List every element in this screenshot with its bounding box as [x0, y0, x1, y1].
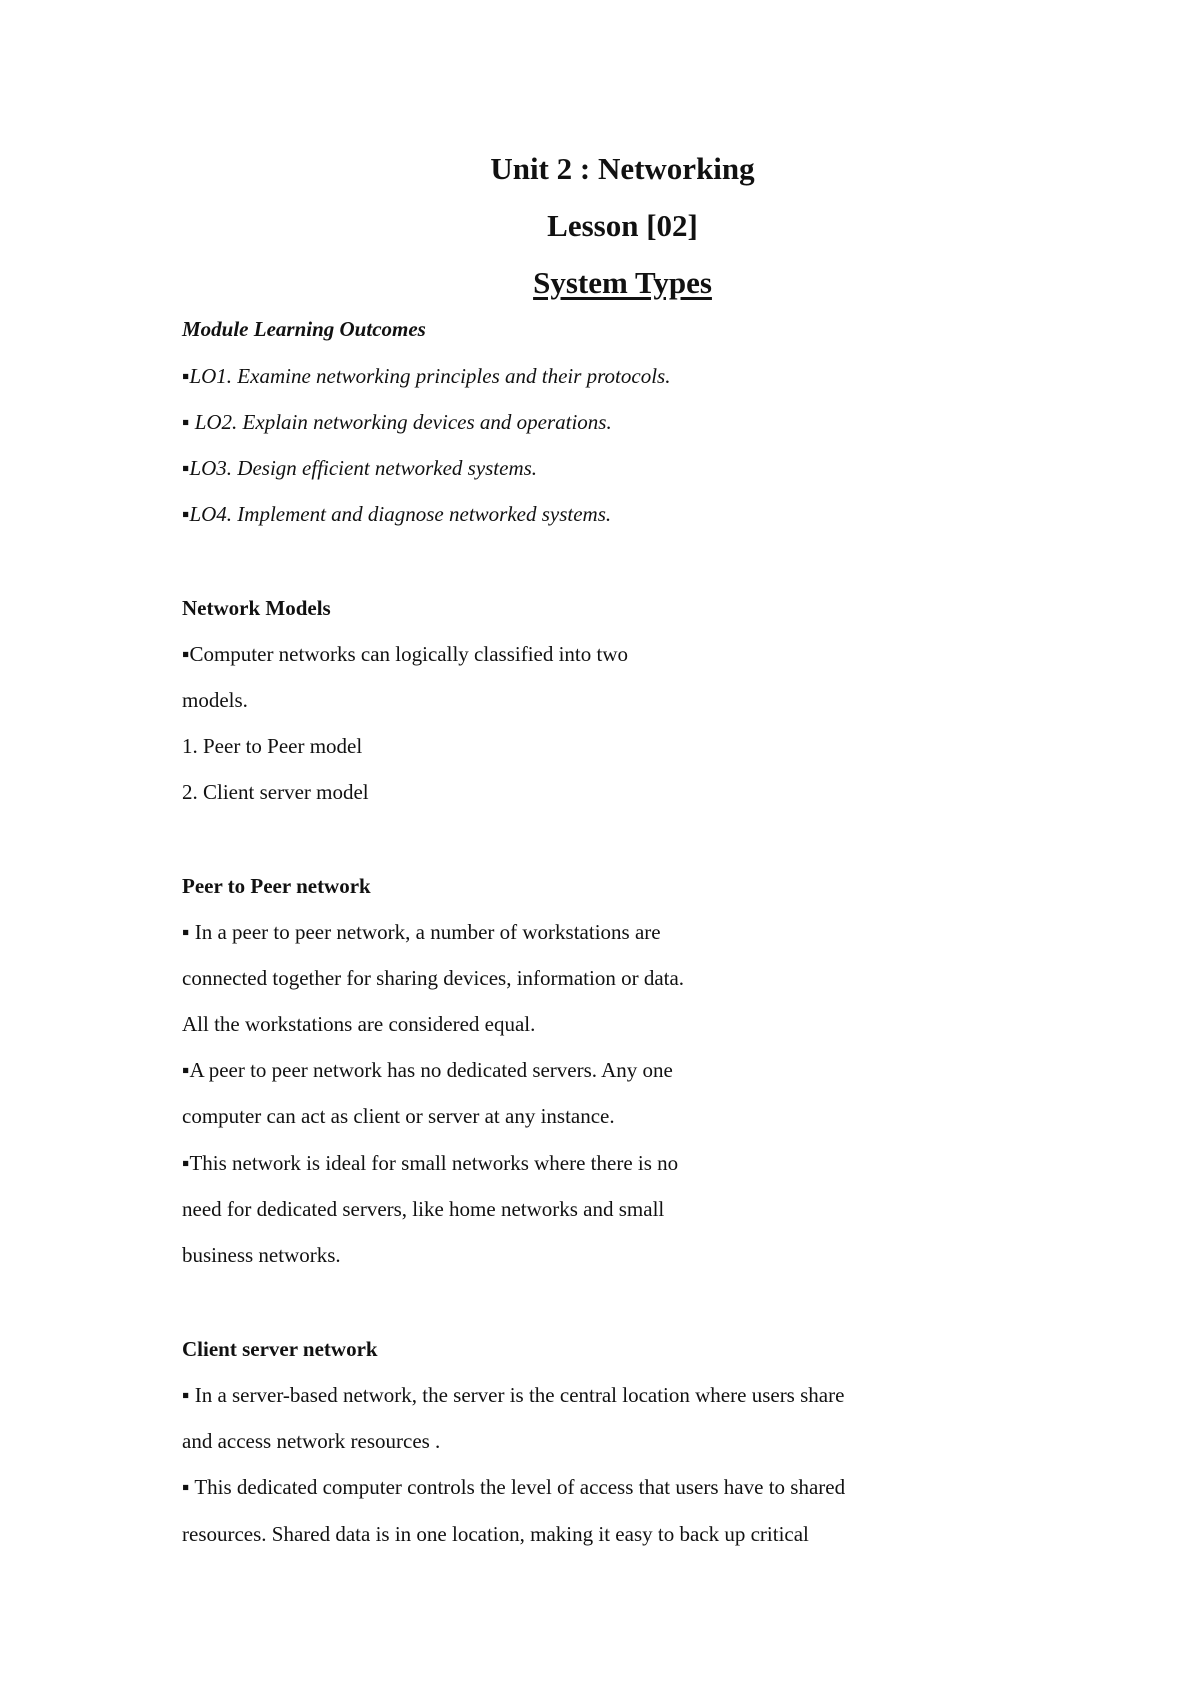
client-server-line: ▪ In a server-based network, the server is the central location where users share	[182, 1383, 845, 1407]
network-models-list-item: 2. Client server model	[182, 780, 369, 804]
client-server-heading: Client server network	[182, 1337, 378, 1361]
peer-to-peer-line: connected together for sharing devices, information or data.	[182, 966, 685, 990]
peer-to-peer-heading: Peer to Peer network	[182, 874, 371, 898]
peer-to-peer-line: ▪This network is ideal for small networks where there is no	[182, 1151, 679, 1175]
title-block	[0, 140, 1200, 311]
unit-title: Unit 2 : Networking	[490, 151, 755, 186]
peer-to-peer-line: ▪ In a peer to peer network, a number of workstations are	[182, 920, 661, 944]
peer-to-peer-line: ▪A peer to peer network has no dedicated servers. Any one	[182, 1058, 673, 1082]
outcome-lo1: ▪LO1. Examine networking principles and their protocols.	[182, 364, 671, 388]
lesson-number: Lesson [02]	[547, 208, 698, 243]
client-server-line: resources. Shared data is in one location, making it easy to back up critical	[182, 1522, 809, 1546]
network-models-list-item: 1. Peer to Peer model	[182, 734, 363, 758]
outcomes-heading: Module Learning Outcomes	[182, 317, 426, 341]
outcome-lo3: ▪LO3. Design efficient networked systems.	[182, 456, 538, 480]
client-server-line: and access network resources .	[182, 1429, 441, 1453]
topic-title: System Types	[533, 265, 712, 300]
outcome-lo4: ▪LO4. Implement and diagnose networked systems.	[182, 502, 612, 526]
peer-to-peer-line: need for dedicated servers, like home networks and small	[182, 1197, 665, 1221]
peer-to-peer-line: computer can act as client or server at any instance.	[182, 1104, 615, 1128]
network-models-heading: Network Models	[182, 596, 331, 620]
peer-to-peer-line: business networks.	[182, 1243, 341, 1267]
network-models-line: models.	[182, 688, 248, 712]
client-server-line: ▪ This dedicated computer controls the level of access that users have to shared	[182, 1475, 846, 1499]
network-models-line: ▪Computer networks can logically classified into two	[182, 642, 629, 666]
outcome-lo2: ▪ LO2. Explain networking devices and operations.	[182, 410, 612, 434]
peer-to-peer-line: All the workstations are considered equal.	[182, 1012, 536, 1036]
